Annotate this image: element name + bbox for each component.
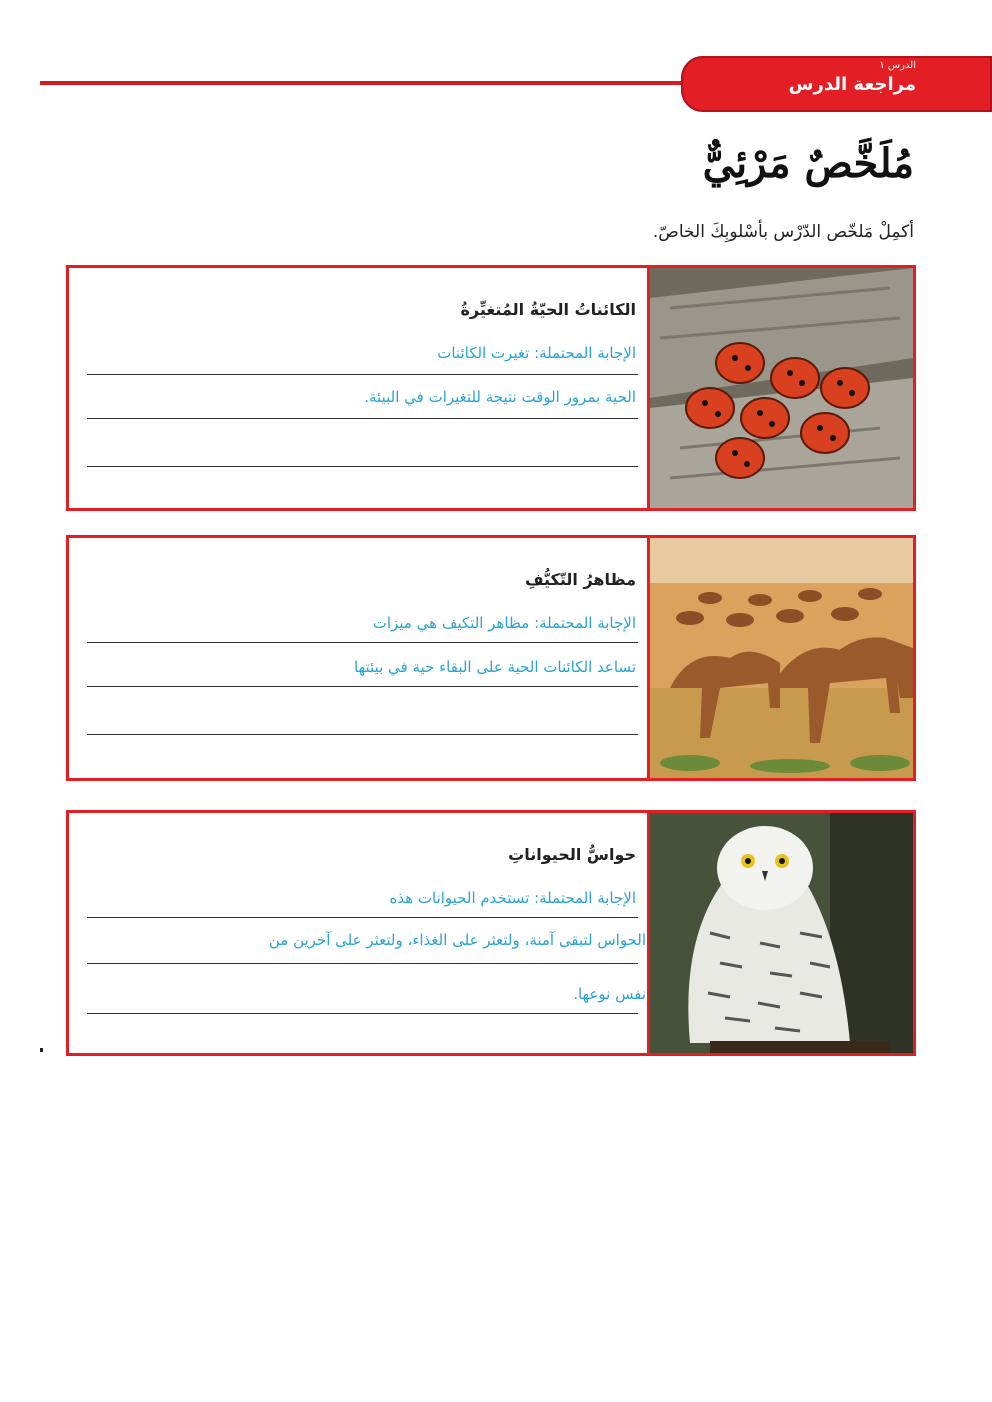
section-title: مراجعة الدرس	[788, 74, 916, 95]
owl-image	[647, 813, 913, 1053]
lesson-label: الدرس ١	[879, 60, 916, 71]
writing-line	[87, 686, 638, 687]
answer-line: الإجابة المحتملة: تغيرت الكائنات	[437, 344, 636, 362]
writing-line	[87, 917, 638, 918]
writing-line	[87, 374, 638, 375]
summary-card-adaptations	[66, 535, 916, 781]
answer-line: الإجابة المحتملة: مظاهر التكيف هي ميزات	[372, 614, 636, 632]
summary-card-living-things	[66, 265, 916, 511]
card-text-area	[69, 813, 650, 1053]
writing-line	[87, 1013, 638, 1014]
ladybugs-picture	[650, 268, 913, 508]
camels-picture	[650, 538, 913, 778]
card-text-area	[69, 538, 650, 778]
card-text-area	[69, 268, 650, 508]
summary-card-animal-senses	[66, 810, 916, 1056]
answer-line: الحية بمرور الوقت نتيجة للتغيرات في البيئة.	[364, 388, 636, 406]
ladybugs-image	[647, 268, 913, 508]
card-heading: حواسُّ الحيواناتِ	[508, 845, 636, 864]
answer-line: الإجابة المحتملة: تستخدم الحيوانات هذه	[389, 889, 636, 907]
answer-line: تساعد الكائنات الحية على البقاء حية في بيئتها	[354, 658, 636, 676]
card-heading: الكائناتُ الحيّةُ المُتغيِّرةُ	[460, 300, 636, 319]
card-heading: مظاهرُ التّكيُّفِ	[524, 570, 636, 589]
answer-line: نفس نوعها.	[573, 985, 646, 1003]
owl-picture	[650, 813, 913, 1053]
page-title: مُلَخَّصٌ مَرْئِيٌّ	[702, 140, 914, 187]
answer-line: الحواس لتبقى آمنة، ولتعثر على الغذاء، ولتعثر على آخرين من	[268, 931, 646, 949]
writing-line	[87, 418, 638, 419]
writing-line	[87, 734, 638, 735]
margin-mark	[40, 1048, 43, 1052]
header-rule	[40, 81, 700, 85]
writing-line	[87, 466, 638, 467]
instructions: أكمِلْ مَلخّص الدّرْس بأسْلوبِكَ الخاصّ.	[652, 222, 914, 242]
camels-image	[647, 538, 913, 778]
lesson-tab	[681, 56, 992, 112]
writing-line	[87, 642, 638, 643]
writing-line	[87, 963, 638, 964]
